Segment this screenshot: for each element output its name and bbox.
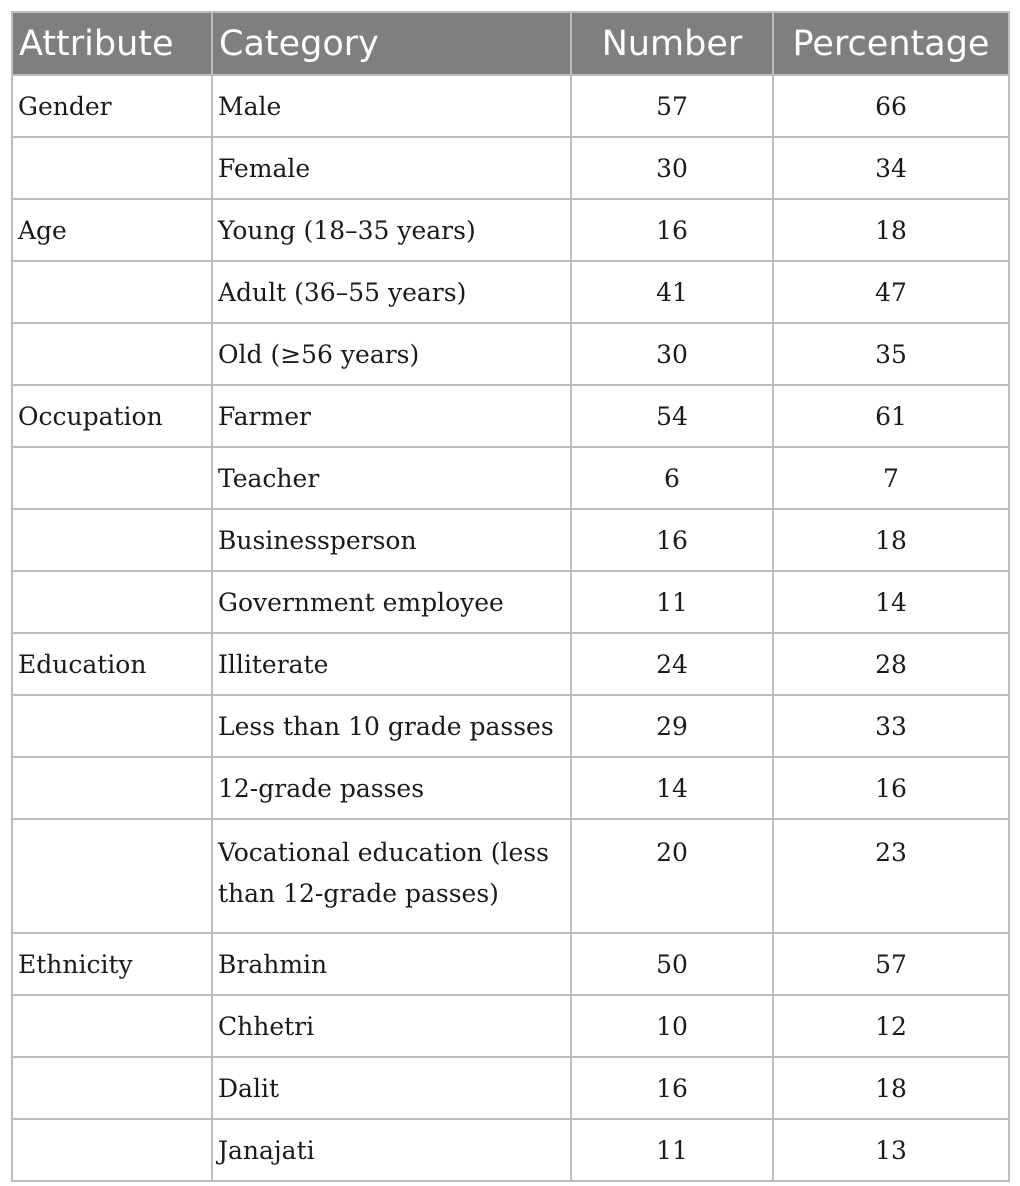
category-cell: Businessperson	[212, 509, 571, 571]
number-cell: 6	[571, 447, 773, 509]
percentage-cell: 28	[773, 633, 1009, 695]
number-cell: 50	[571, 933, 773, 995]
percentage-cell: 18	[773, 199, 1009, 261]
attribute-cell: Ethnicity	[12, 933, 212, 995]
number-cell: 57	[571, 75, 773, 137]
percentage-cell: 33	[773, 695, 1009, 757]
number-cell: 20	[571, 819, 773, 933]
table-row	[12, 995, 1009, 1057]
percentage-cell: 61	[773, 385, 1009, 447]
table-row	[12, 1057, 1009, 1119]
attribute-cell	[12, 447, 212, 509]
percentage-cell: 34	[773, 137, 1009, 199]
percentage-cell: 16	[773, 757, 1009, 819]
number-cell: 24	[571, 633, 773, 695]
category-cell: Less than 10 grade passes	[212, 695, 571, 757]
attribute-cell	[12, 261, 212, 323]
table-row	[12, 385, 1009, 447]
percentage-cell: 13	[773, 1119, 1009, 1181]
category-cell: Male	[212, 75, 571, 137]
attribute-cell	[12, 1119, 212, 1181]
percentage-cell: 18	[773, 509, 1009, 571]
percentage-cell: 57	[773, 933, 1009, 995]
table-row	[12, 633, 1009, 695]
table-row	[12, 199, 1009, 261]
category-cell: Farmer	[212, 385, 571, 447]
attribute-cell	[12, 137, 212, 199]
number-cell: 54	[571, 385, 773, 447]
table-row	[12, 571, 1009, 633]
table-row	[12, 447, 1009, 509]
table-row	[12, 323, 1009, 385]
header-category: Category	[212, 12, 571, 75]
table-row	[12, 695, 1009, 757]
attribute-cell	[12, 571, 212, 633]
attribute-cell	[12, 995, 212, 1057]
attribute-cell	[12, 323, 212, 385]
attribute-cell: Education	[12, 633, 212, 695]
table-row	[12, 757, 1009, 819]
category-cell: Teacher	[212, 447, 571, 509]
attribute-cell	[12, 695, 212, 757]
category-cell: Young (18–35 years)	[212, 199, 571, 261]
percentage-cell: 35	[773, 323, 1009, 385]
category-cell: Vocational education (less than 12-grade passes)	[212, 819, 571, 933]
table-row	[12, 509, 1009, 571]
attribute-cell	[12, 509, 212, 571]
percentage-cell: 47	[773, 261, 1009, 323]
percentage-cell: 18	[773, 1057, 1009, 1119]
number-cell: 16	[571, 509, 773, 571]
attribute-cell	[12, 1057, 212, 1119]
percentage-cell: 12	[773, 995, 1009, 1057]
number-cell: 11	[571, 571, 773, 633]
number-cell: 16	[571, 199, 773, 261]
table-row	[12, 261, 1009, 323]
table-row	[12, 933, 1009, 995]
category-cell: Chhetri	[212, 995, 571, 1057]
category-cell: Brahmin	[212, 933, 571, 995]
category-cell: Illiterate	[212, 633, 571, 695]
attribute-cell: Occupation	[12, 385, 212, 447]
attribute-cell	[12, 819, 212, 933]
number-cell: 30	[571, 137, 773, 199]
attribute-cell: Age	[12, 199, 212, 261]
category-cell: Old (≥56 years)	[212, 323, 571, 385]
table-row	[12, 819, 1009, 933]
header-number: Number	[571, 12, 773, 75]
number-cell: 30	[571, 323, 773, 385]
category-cell: Adult (36–55 years)	[212, 261, 571, 323]
category-cell: Government employee	[212, 571, 571, 633]
demographics-table	[11, 11, 1010, 1182]
header-row	[12, 12, 1009, 75]
number-cell: 29	[571, 695, 773, 757]
table-row	[12, 137, 1009, 199]
percentage-cell: 7	[773, 447, 1009, 509]
attribute-cell: Gender	[12, 75, 212, 137]
table-header	[12, 12, 1009, 75]
number-cell: 10	[571, 995, 773, 1057]
number-cell: 41	[571, 261, 773, 323]
header-attribute: Attribute	[12, 12, 212, 75]
table-row	[12, 1119, 1009, 1181]
header-percentage: Percentage	[773, 12, 1009, 75]
category-cell: Female	[212, 137, 571, 199]
table-row	[12, 75, 1009, 137]
attribute-cell	[12, 757, 212, 819]
number-cell: 16	[571, 1057, 773, 1119]
category-cell: Dalit	[212, 1057, 571, 1119]
table-body	[12, 75, 1009, 1181]
percentage-cell: 23	[773, 819, 1009, 933]
number-cell: 14	[571, 757, 773, 819]
category-cell: Janajati	[212, 1119, 571, 1181]
percentage-cell: 14	[773, 571, 1009, 633]
number-cell: 11	[571, 1119, 773, 1181]
category-cell: 12-grade passes	[212, 757, 571, 819]
percentage-cell: 66	[773, 75, 1009, 137]
